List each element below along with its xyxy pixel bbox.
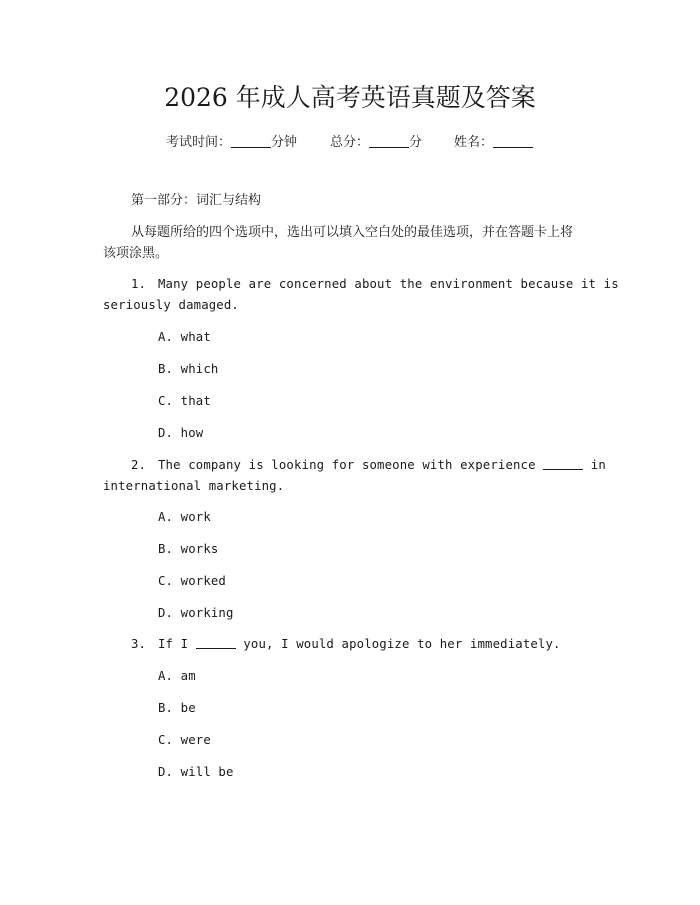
question-3-option-c[interactable]: C. were <box>158 733 211 747</box>
question-3-option-d[interactable]: D. will be <box>158 765 234 779</box>
question-3-number: 3. <box>131 637 147 651</box>
question-2-line2: international marketing. <box>103 479 285 493</box>
exam-meta <box>0 131 700 151</box>
question-2-option-d[interactable]: D. working <box>158 606 234 620</box>
name-blank[interactable] <box>493 133 533 148</box>
name-field <box>454 131 533 150</box>
question-3-line1 <box>158 634 561 655</box>
name-label: 姓名： <box>454 135 494 150</box>
question-3-text-before-blank: If I <box>158 637 189 651</box>
question-3-text-after-blank: you, I would apologize to her immediately. <box>243 637 561 651</box>
question-3-option-a[interactable]: A. am <box>158 669 196 683</box>
section-instruction-line2: 该项涂黑。 <box>103 246 169 261</box>
question-1-line1: Many people are concerned about the environment because it is <box>158 277 619 291</box>
exam-time-label: 考试时间： <box>166 135 232 150</box>
question-1-option-d[interactable]: D. how <box>158 426 204 440</box>
question-3-blank <box>196 635 236 649</box>
total-score-field <box>330 131 422 150</box>
question-2-line1 <box>158 455 606 476</box>
question-2-option-c[interactable]: C. worked <box>158 574 226 588</box>
question-2-text-after-blank: in <box>590 458 606 472</box>
exam-time-field <box>166 131 297 150</box>
page-title: 2026 年成人高考英语真题及答案 <box>164 83 536 112</box>
question-2-text-before-blank: The company is looking for someone with experience <box>158 458 536 472</box>
total-score-label: 总分： <box>330 135 370 150</box>
section-heading: 第一部分：词汇与结构 <box>131 193 262 208</box>
question-1-option-c[interactable]: C. that <box>158 394 211 408</box>
total-score-blank[interactable] <box>369 133 409 148</box>
question-2-number: 2. <box>131 458 147 472</box>
question-2-option-b[interactable]: B. works <box>158 542 219 556</box>
exam-time-blank[interactable] <box>231 133 271 148</box>
question-1-number: 1. <box>131 277 147 291</box>
section-instruction-line1: 从每题所给的四个选项中，选出可以填入空白处的最佳选项，并在答题卡上将 <box>131 225 574 240</box>
total-score-suffix: 分 <box>409 135 423 150</box>
question-1-option-a[interactable]: A. what <box>158 330 211 344</box>
question-2-option-a[interactable]: A. work <box>158 510 211 524</box>
question-1-option-b[interactable]: B. which <box>158 362 219 376</box>
question-1-line2: seriously damaged. <box>103 298 239 312</box>
question-2-blank <box>543 456 583 470</box>
question-3-option-b[interactable]: B. be <box>158 701 196 715</box>
exam-time-suffix: 分钟 <box>271 135 298 150</box>
